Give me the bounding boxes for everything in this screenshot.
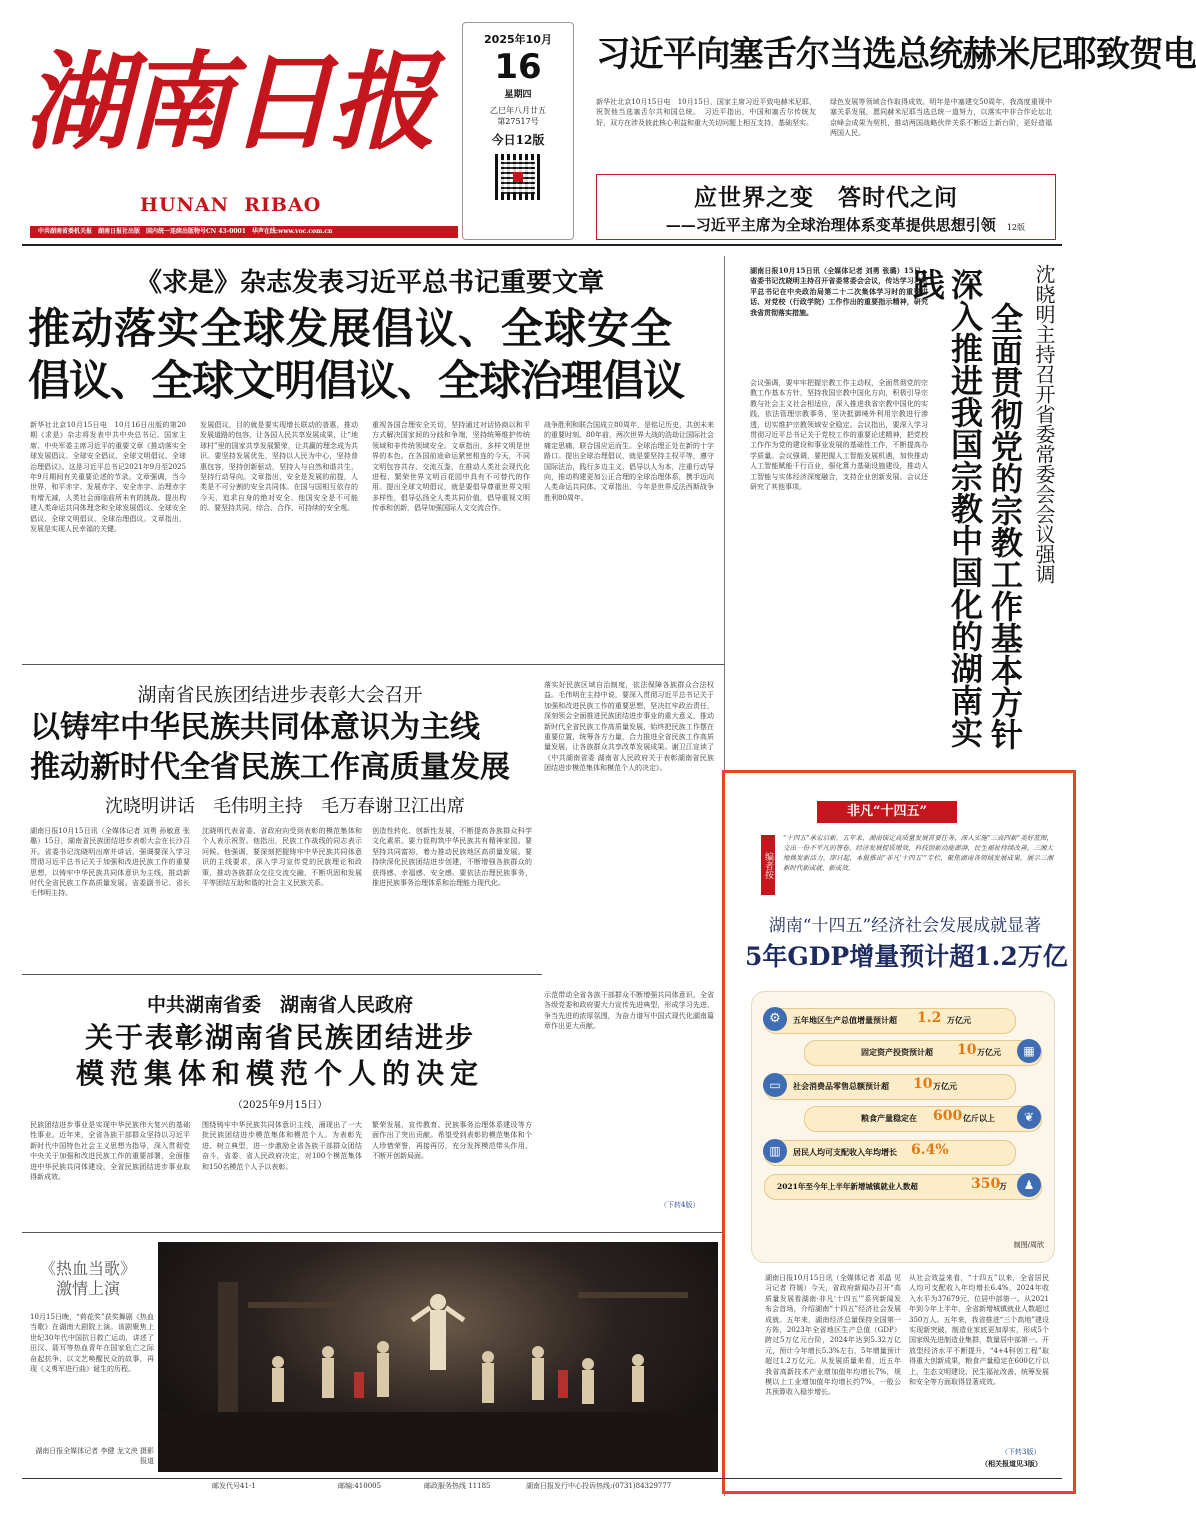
feature-tag: 非凡“十四五” [817, 801, 957, 823]
stat-label: 社会消费品零售总额预计超 [793, 1081, 889, 1091]
religion-title-line1[interactable]: 全面贯彻党的宗教工作基本方针 [986, 302, 1024, 750]
date-day: 16 [494, 47, 542, 87]
minzu-col2: 沈晓明代表省委、省政府向受到表彰的模范集体和个人表示祝贺。他指出，民族工作战线的同志表示问候。他强调，要深刻把握铸牢中华民族共同体意识的主线要求，深入学习宣传党的民族理论和政策，推动各族群众交往交流交融，不断巩固和发展平等团结互助和谐的社会主义民族关系。 [202, 827, 362, 888]
photo-credit: 湖南日报全媒体记者 李健 龙文泱 摄影报道 [35, 1447, 154, 1466]
stat-unit: 万亿元 [947, 1015, 971, 1025]
stat-row-employment [764, 1174, 1042, 1200]
lead-divider [22, 664, 724, 665]
stat-unit: 万亿元 [977, 1047, 1001, 1057]
religion-title-line2[interactable]: 深入推进我国宗教中国化的湖南实践 [908, 268, 984, 748]
stat-row-retail [764, 1074, 1016, 1100]
date-weekday: 星期四 [504, 90, 532, 100]
plan-col2: 从社会效益来看，“十四五”以来，全省居民人均可支配收入年均增长6.4%，2024年收入水平为37679元，位居中部第一。从2021年到今年上半年，全省新增城镇就业人数超过350万人。五年来，我省推进“三个高地”建设实现新突破，制造业家底更加厚实，形成5个国家级先进制造业集群，数量居中部第一。开放型经济水平不断提升，“4+4科创工程”取得重大创新成果，粮食产量稳定在600亿斤以上，生态文明建设、民生福祉改善、统筹发展和安全等方面取得显著成效。 [909, 1274, 1049, 1387]
related-box-page: 12版 [1006, 223, 1025, 232]
stat-label: 固定资产投资预计超 [861, 1047, 933, 1057]
top-story-col1: 新华社北京10月15日电 10月15日，国家主席习近平致电赫米尼耶，祝贺他当选塞舌尔共和国总统。 习近平指出，中国和塞舌尔传统友好，双方在涉及彼此核心利益和重大关切问题上相互支持，基础坚实。 [596, 98, 816, 127]
stat-value: 600 [933, 1108, 963, 1124]
decision-col2: 围绕铸牢中华民族共同体意识主线，涌现出了一大批民族团结进步模范集体和模范个人。为表彰先进、树立典型，进一步激励全省各族干部群众团结奋斗，省委、省人民政府决定，对100个模范集体和150名模范个人予以表彰。 [202, 1121, 362, 1171]
editor-note: “十四五”承宏启新，五年来，湖南锚定高质量发展首要任务，深入实施“三高四新”美好蓝图，交出一份不平凡的答卷。经济发展提质增效，科技创新动能澎湃，民生福祉持续改善，三湘大地焕发新活力。即日起，本报推出“非凡‘十四五’”专栏，聚焦湖南各领域发展成果，展示三湘新时代新成就、新成效。 [783, 834, 1053, 872]
masthead-divider [22, 244, 1062, 246]
page-count: 今日12版 [491, 133, 545, 147]
minzu-col4: 落实好民族区域自治制度，依法保障各族群众合法权益。毛伟明在主持中说，要深入贯彻习近平总书记关于加强和改进民族工作的重要思想，坚决扛牢政治责任，深刻领会全面推进民族团结进步事业的重大意义，推动新时代全省民族工作高质量发展，始终把民族工作摆在重要位置，统筹各方力量，合力推进全省民族工作高质量发展，让各族群众共享改革发展成果。谢卫江宣读了《中共湖南省委 湖南省人民政府关于表彰湖南省民族团结进步模范集体和模范个人的决定》。 [544, 681, 714, 773]
stat-label: 五年地区生产总值增量预计超 [793, 1015, 897, 1025]
date-lunar: 乙巳年八月廿五 [490, 106, 546, 115]
footer-zip: 邮编:410005 [338, 1482, 382, 1490]
date-year-month: 2025年10月 [484, 33, 552, 46]
stage-illustration [158, 1242, 718, 1472]
minzu-divider [22, 974, 542, 975]
footer-distribution: 湖南日报发行中心投诉热线:(0731)84329777 [526, 1482, 672, 1490]
related-box-title: 应世界之变 答时代之问 [694, 184, 958, 211]
photo-divider [22, 1232, 724, 1233]
footer-hotline: 邮政服务热线 11185 [424, 1482, 491, 1490]
stat-label: 粮食产量稳定在 [861, 1113, 917, 1123]
stat-row-gdp [764, 1008, 1016, 1034]
masthead-strip-text: 中共湖南省委机关报 湖南日报社出版 国内统一连续出版物号CN 43-0001 华声在线:www.voc.com.cn [38, 228, 333, 235]
minzu-title-line2[interactable]: 推动新时代全省民族工作高质量发展 [30, 750, 510, 785]
religion-lead: 湖南日报10月15日讯（全媒体记者 刘勇 张璐）15日，省委书记沈晓明主持召开省委常委会会议，传达学习习近平总书记在中央政治局第二十二次集体学习时的重要讲话、对党校（行政学院）工作作出的重要指示精神，研究我省贯彻落实措施。 [750, 266, 928, 317]
stat-unit: 万亿元 [933, 1081, 957, 1091]
date-box [462, 22, 574, 240]
decision-col4: 示范带动全省各族干部群众不断增强共同体意识，全省各级党委和政府要大力宣传先进典型，形成学习先进、争当先进的浓厚氛围，为奋力谱写中国式现代化湖南篇章作出更大贡献。 [544, 991, 714, 1031]
lead-kicker: 《求是》杂志发表习近平总书记重要文章 [135, 268, 604, 298]
masthead-strip [30, 226, 458, 238]
plan-more-1[interactable]: （下转3版） [1001, 1448, 1041, 1456]
stat-value: 10 [957, 1042, 977, 1058]
decision-date: （2025年9月15日） [232, 1100, 328, 1111]
plan-title[interactable]: 5年GDP增量预计超1.2万亿 [745, 942, 1068, 971]
minzu-title-line1[interactable]: 以铸牢中华民族共同体意识为主线 [30, 710, 480, 745]
gear-icon: ⚙ [763, 1007, 787, 1031]
stat-value: 10 [913, 1076, 933, 1092]
religion-story [730, 256, 1060, 766]
plan-more-2[interactable]: （相关报道见3版） [981, 1459, 1042, 1468]
graphic-credit: 制图/周欣 [1013, 1241, 1044, 1249]
stat-label: 2021年至今年上半年新增城镇就业人数超 [777, 1182, 918, 1191]
minzu-col3: 创造性转化、创新性发展，不断提高各族群众科学文化素质。要力促构筑中华民族共有精神家园。要坚持共同富裕，着力推动民族地区高质量发展。要持续深化民族团结进步创建，不断增强各族群众的获得感、幸福感、安全感。要依法治理民族事务，推进民族事务治理体系和治理能力现代化。 [372, 827, 532, 888]
masthead [0, 0, 1196, 240]
plan-kicker: 湖南“十四五”经济社会发展成就显著 [768, 916, 1042, 936]
stat-row-grain [804, 1106, 1042, 1132]
decision-title-line1[interactable]: 关于表彰湖南省民族团结进步 [84, 1021, 475, 1054]
top-story-col2: 绿色发展等领域合作取得成效。明年是中塞建交50周年，我高度重视中塞关系发展，愿同赫米尼耶当选总统一道努力，以落实中非合作论坛北京峰会成果为契机，推动两国战略伙伴关系不断迈上新台阶，更好造福两国人民。 [830, 98, 1052, 138]
decision-col3: 繁荣发展、宣传教育、民族事务治理体系建设等方面作出了突出贡献。希望受到表彰的模范集体和个人珍惜荣誉，再接再厉，充分发挥模范带头作用，不断开创新局面。 [372, 1121, 532, 1161]
minzu-kicker: 湖南省民族团结进步表彰大会召开 [137, 684, 423, 706]
top-story-headline[interactable]: 习近平向塞舌尔当选总统赫米尼耶致贺电 [596, 34, 1196, 75]
lead-col2: 发展倡议，目的就是要实现增长联动的普惠，推动发展道路的包容，让各国人民共享发展成果，让“地球村”里的国家共享发展繁荣，让共赢的理念成为共识。要坚持发展优先，坚持以人民为中心，坚持普惠包容，坚持创新驱动，坚持人与自然和谐共生，坚持行动导向。文章指出，安全是发展的前提，人类是不可分割的安全共同体。在国与国相互依存的今天，追求自身的绝对安全、他国安全是不可能的。要坚持共同、综合、合作、可持续的安全观。 [200, 421, 358, 513]
lead-title-line2[interactable]: 倡议、全球文明倡议、全球治理倡议 [28, 356, 685, 405]
construction-icon: ▦ [1017, 1039, 1041, 1063]
people-icon: ♟ [1017, 1173, 1041, 1197]
decision-title-line2[interactable]: 模范集体和模范个人的决定 [75, 1057, 484, 1090]
stat-unit: 万 [999, 1181, 1007, 1191]
infographic [751, 991, 1055, 1263]
stat-value: 6.4% [911, 1142, 949, 1158]
footer-code: 邮发代号41-1 [212, 1482, 256, 1490]
shopping-icon: ▭ [763, 1073, 787, 1097]
decision-kicker: 中共湖南省委 湖南省人民政府 [146, 994, 413, 1016]
stat-unit: 亿斤以上 [963, 1113, 995, 1123]
stat-value: 350 [971, 1176, 1001, 1192]
stage-photo[interactable] [158, 1242, 718, 1472]
lead-col4: 战争胜利和联合国成立80周年，是铭记历史，共创未来的重要时刻。80年前，两次世界大战的浩劫让国际社会痛定思痛，联合国应运而生。全球治理正处在新的十字路口。提出全球治理倡议，就是要坚持主权平等，遵守国际法治，践行多边主义，倡导以人为本，注重行动导向，推动构建更加公正合理的全球治理体系，携手迈向人类命运共同体。文章指出，今年是世界反法西斯战争胜利80周年。 [544, 421, 714, 502]
photo-caption: 10月15日晚，“荷花奖”获奖舞剧《热血当歌》在湖南大剧院上演。该剧聚焦上世纪30年代中国抗日救亡运动，讲述了田汉、聂耳等热血青年在国家危亡之际奋起抗争、以文艺唤醒民众的故事，再现《义勇军进行曲》诞生的历程。 [30, 1313, 154, 1374]
lead-title-line1[interactable]: 推动落实全球发展倡议、全球安全 [28, 304, 674, 353]
stat-value: 1.2 [917, 1010, 942, 1026]
related-box-subtitle: ——习近平主席为全球治理体系变革提供思想引领 [665, 216, 996, 234]
stat-row-income [764, 1140, 1016, 1166]
decision-more[interactable]: （下转4版） [660, 1201, 700, 1209]
lead-col3: 重视各国合理安全关切，坚持通过对话协商以和平方式解决国家间的分歧和争端，坚持统筹维护传统领域和非传统领域安全。文章指出，多样文明是世界的本色。在各国前途命运紧密相连的今天，不同文明包容共存、交流互鉴，在推动人类社会现代化进程、繁荣世界文明百花园中具有不可替代的作用。提出全球文明倡议，就是要倡导尊重世界文明多样性，倡导弘扬全人类共同价值，倡导重视文明传承和创新，倡导加强国际人文交流合作。 [372, 421, 530, 513]
masthead-pinyin: HUNAN RIBAO [140, 194, 322, 216]
lead-col1: 新华社北京10月15日电 10月16日出版的第20期《求是》杂志将发表中共中央总书记、国家主席、中央军委主席习近平的重要文章《推动落实全球发展倡议、全球安全倡议、全球文明倡议、全球治理倡议》。这是习近平总书记2021年9月至2025年9月期间有关重要论述的节录。文章强调，当今世界，和平赤字、发展赤字、安全赤字、治理赤字有增无减，人类社会面临前所未有的挑战。提出构建人类命运共同体理念和全球发展倡议、全球安全倡议、全球文明倡议、全球治理倡议。文章指出，发展是实现人民幸福的关键。 [30, 421, 186, 534]
grain-icon: ❦ [1017, 1105, 1041, 1129]
bar-chart-icon: ▥ [763, 1139, 787, 1163]
related-box[interactable] [596, 174, 1056, 240]
footer [22, 1480, 722, 1492]
religion-body: 会议强调，要牢牢把握宗教工作主动权，全面贯彻党的宗教工作基本方针，坚持我国宗教中国化方向，积极引导宗教与社会主义社会相适应，深入推进我省宗教中国化的实践，依法管理宗教事务，坚决抵御境外利用宗教进行渗透，切实维护宗教领域安全稳定。会议指出，要深入学习贯彻习近平总书记关于党校工作的重要论述精神，把党校工作作为党的建设和事业发展的基础性工作，不断提高办学质量。会议强调，要把握人工智能发展机遇，加快推动人工智能赋能千行百业，强化算力基础设施建设，推动人工智能与实体经济深度融合，支持企业创新发展。会议还研究了其他事项。 [750, 379, 928, 492]
editor-note-tag: 编者按 [761, 835, 775, 895]
religion-kicker-vertical: 沈晓明主持召开省委常委会会议强调 [1032, 264, 1056, 584]
photo-title: 《热血当歌》 [39, 1259, 136, 1278]
decision-col1: 民族团结进步事业是实现中华民族伟大复兴的基础性事业。近年来，全省各族干部群众坚持以习近平新时代中国特色社会主义思想为指导，深入贯彻党中央关于加强和改进民族工作的重要部署，全面推进中华民族共同体建设，全省民族团结进步事业取得新成效。 [30, 1121, 190, 1182]
feature-panel [722, 770, 1076, 1494]
qr-code[interactable] [495, 154, 541, 200]
plan-col1: 湖南日报10月15日讯（全媒体记者 邓晶 见习记者 符媛）今天，省政府新闻办召开“高质量发展看湖南·非凡‘十四五’”系列新闻发布会首场，介绍湖南“十四五”经济社会发展成就。五年来，湖南经济总量保持全国第一方阵，2023年全省地区生产总值（GDP）跨过5万亿元台阶，2024年达到5.32万亿元，预计今年增长5.3%左右，5年增量预计超过1.2万亿元。从发展质量来看，近五年我省高新技术产业增加值年均增长7%，规模以上工业增加值年均增长约7%，一般公共预算收入稳步增长。 [765, 1274, 901, 1397]
footer-divider [22, 1478, 1062, 1479]
stat-row-investment [804, 1040, 1042, 1066]
issue-number: 第27517号 [497, 117, 539, 126]
masthead-logo: 湖南日报 [24, 39, 432, 164]
minzu-col1: 湖南日报10月15日讯（全媒体记者 刘勇 孙敏意 张璐）15日，湖南省民族团结进步表彰大会在长沙召开。省委书记沈晓明出席并讲话，强调要深入学习贯彻习近平总书记关于加强和改进民族工作的重要思想，以铸牢中华民族共同体意识为主线，推动新时代全省民族工作高质量发展。省委副书记、省长毛伟明主持。 [30, 827, 190, 898]
stat-label: 居民人均可支配收入年均增长 [793, 1147, 897, 1157]
minzu-byline: 沈晓明讲话 毛伟明主持 毛万春谢卫江出席 [105, 796, 465, 817]
photo-subtitle: 激情上演 [55, 1279, 120, 1298]
